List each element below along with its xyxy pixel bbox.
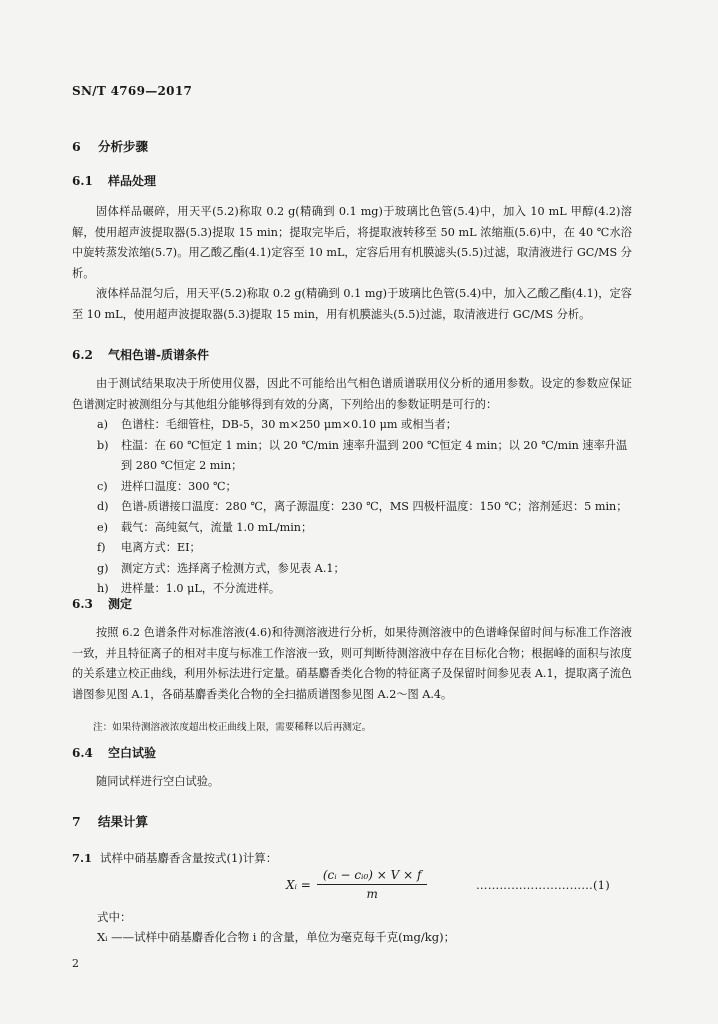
list-item: e) 载气：高纯氦气，流量 1.0 mL/min； [97,520,313,534]
paragraph-liquid-sample: 液体样品混匀后，用天平(5.2)称取 0.2 g(精确到 0.1 mg)于玻璃比色管(5.4)中，加入乙酸乙酯(4.1)，定容至 10 mL，使用超声波提取器(5.3)提取 15 min，用有机膜滤头(5.5)过滤，取清液进行 GC/MS 分析。 [72,287,632,321]
section-6-3-heading [72,595,132,612]
variable-definition: Xᵢ ——试样中硝基麝香化合物 i 的含量，单位为毫克每千克(mg/kg)； [97,930,456,944]
section-title: 样品处理 [108,174,157,188]
section-title: 测定 [108,597,133,611]
list-item: b) 柱温：在 60 ℃恒定 1 min；以 20 ℃/min 速率升温到 200 ℃恒定 4 min；以 20 ℃/min 速率升温到 280 ℃恒定 2 min； [97,438,628,472]
section-number: 6.3 [72,597,93,611]
section-title: 分析步骤 [98,139,149,154]
standard-code-header: SN/T 4769—2017 [72,84,193,98]
section-number: 6.1 [72,174,93,188]
paragraph-blank-test: 随同试样进行空白试验。 [96,775,220,788]
paragraph-determination: 按照 6.2 色谱条件对标准溶液(4.6)和待测溶液进行分析，如果待测溶液中的色谱峰保留时间与标准工作溶液一致，并且特征离子的相对丰度与标准工作溶液一致，则可判断待测溶液中存在目标化合物；根据峰的面积与浓度的关系建立校正曲线，利用外标法进行定量。硝基麝香类化合物的特征离子及保留时间参见表 A.1，提取离子流色谱图参见图 A.1，各硝基麝香类化合物的全扫描质谱图参见图 A.2～图 A.4。 [72,626,632,701]
list-item: h) 进样量：1.0 μL，不分流进样。 [97,582,281,595]
section-number: 6.2 [72,348,93,362]
list-item: d) 色谱-质谱接口温度：280 ℃，离子源温度：230 ℃，MS 四极杆温度：150 ℃；溶剂延迟：5 min； [97,500,628,513]
paragraph-gcms-intro: 由于测试结果取决于所使用仪器，因此不可能给出气相色谱质谱联用仪分析的通用参数。设定的参数应保证色谱测定时被测组分与其他组分能够得到有效的分离，下列给出的参数证明是可行的： [72,377,632,411]
gcms-conditions-list [97,415,632,600]
list-item: f) 电离方式：EI； [97,541,201,554]
list-item: a) 色谱柱：毛细管柱，DB-5，30 m×250 μm×0.10 μm 或相当者； [97,418,457,431]
paragraph-solid-sample: 固体样品碾碎，用天平(5.2)称取 0.2 g(精确到 0.1 mg)于玻璃比色管(5.4)中，加入 10 mL 甲醇(4.2)溶解，使用超声波提取器(5.3)提取 15 min；提取完毕后，将提取液转移至 50 mL 浓缩瓶(5.6)中，在 40 ℃水浴中旋转蒸发浓缩(5.7)。用乙酸乙酯(4.1)定容至 10 mL，定容后用有机膜滤头(5.5)过滤，取清液进行 GC/MS 分析。 [72,205,632,280]
page-number: 2 [72,957,79,970]
section-6-heading [72,137,148,155]
formula-numerator: (cᵢ − cᵢ₀) × V × f [317,868,428,885]
section-7-heading [72,812,148,830]
formula-1 [286,868,427,901]
list-item: g) 测定方式：选择离子检测方式，参见表 A.1； [97,561,345,575]
section-number: 7.1 [72,851,93,865]
formula-denominator: m [366,887,378,901]
section-6-2-heading [72,346,209,363]
section-7-1-text: 7.1 试样中硝基麝香含量按式(1)计算： [72,851,278,865]
section-6-1-heading [72,172,156,189]
section-title: 气相色谱-质谱条件 [108,348,209,362]
section-number: 7 [72,814,81,829]
formula-lhs: Xᵢ = [286,877,311,892]
equation-number: …………………………(1) [476,878,610,892]
section-number: 6 [72,139,81,154]
section-6-4-heading [72,744,156,761]
list-item: c) 进样口温度：300 ℃； [97,479,237,493]
section-title: 空白试验 [108,746,157,760]
section-title: 结果计算 [98,814,149,829]
section-number: 6.4 [72,746,93,760]
where-label: 式中： [97,910,132,924]
formula-fraction [317,868,428,901]
note-dilution: 注：如果待测溶液浓度超出校正曲线上限，需要稀释以后再测定。 [93,722,372,733]
